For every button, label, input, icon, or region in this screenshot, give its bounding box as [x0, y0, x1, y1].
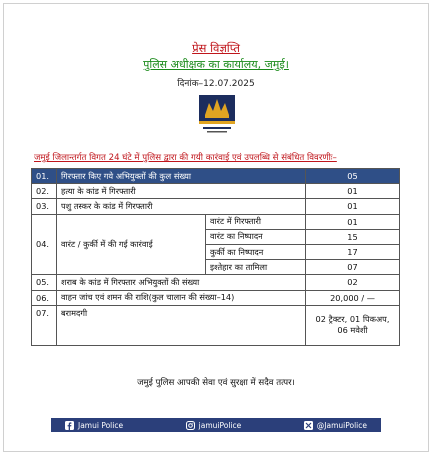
bihar-police-logo-icon	[199, 95, 235, 135]
office-name: पुलिस अधीक्षक का कार्यालय, जमुई।	[143, 58, 289, 71]
table-row	[32, 214, 400, 229]
row-number: 03.	[32, 199, 57, 214]
press-release-title: प्रेस विज्ञप्ति	[192, 41, 240, 55]
row-number: 01.	[32, 169, 57, 184]
x-link[interactable]	[304, 421, 367, 430]
police-slogan: जमुई पुलिस आपकी सेवा एवं सुरक्षा में सदैव तत्पर।	[137, 378, 295, 388]
row-label: वारंट / कुर्की में की गई कारंवाई	[57, 214, 206, 275]
sub-row-value: 07	[306, 260, 400, 275]
facebook-handle: Jamui Police	[78, 420, 124, 430]
seizure-line: 02 ट्रैक्टर, 01 पिकअप,	[315, 314, 390, 325]
row-number: 07.	[32, 305, 57, 345]
facebook-link[interactable]	[65, 421, 123, 430]
row-label: हत्या के कांड में गिरफ्तारी	[57, 184, 306, 199]
table-row	[32, 290, 400, 305]
table-row	[32, 184, 400, 199]
row-value: 01	[306, 184, 400, 199]
sub-row-value: 15	[306, 229, 400, 244]
seizure-line: 06 मवेशी	[337, 325, 368, 336]
instagram-handle: jamuiPolice	[198, 420, 242, 430]
sub-row-label: वारंट में गिरफ्तारी	[206, 214, 306, 229]
row-label: गिरफ्तार किए गये अभियुक्तों की कुल संख्या	[57, 169, 306, 184]
sub-row-value: 01	[306, 214, 400, 229]
row-value: 02	[306, 275, 400, 290]
row-value: 20,000 / —	[306, 290, 400, 305]
row-label: बरामदगी	[57, 305, 306, 345]
x-icon	[304, 421, 313, 430]
row-label: वाहन जांच एवं शमन की राशि(कुल चालान की संख्या–14)	[57, 290, 306, 305]
row-number: 05.	[32, 275, 57, 290]
instagram-icon	[186, 421, 195, 430]
facebook-icon	[65, 421, 74, 430]
row-value: 05	[306, 169, 400, 184]
table-row	[32, 199, 400, 214]
instagram-link[interactable]	[186, 421, 242, 430]
action-summary-table	[31, 168, 400, 346]
table-row	[32, 305, 400, 345]
table-row	[32, 169, 400, 184]
sub-row-label: वारंट का निष्पादन	[206, 229, 306, 244]
row-label: पशु तस्कर के कांड में गिरफ्तारी	[57, 199, 306, 214]
seizure-value	[306, 305, 400, 345]
table-row	[32, 275, 400, 290]
sub-row-value: 17	[306, 244, 400, 259]
release-date: दिनांक–12.07.2025	[177, 79, 255, 89]
row-number: 02.	[32, 184, 57, 199]
report-headline: जमुई जिलान्तर्गत विगत 24 घंटे में पुलिस द्वारा की गयी कारंवाई एवं उपलब्धि से संबंधित विवरणीः–	[34, 153, 337, 163]
social-footer	[51, 418, 381, 432]
x-handle: @JamuiPolice	[316, 420, 367, 430]
row-number: 04.	[32, 214, 57, 275]
sub-row-label: इश्तेहार का तामिला	[206, 260, 306, 275]
row-label: शराब के कांड में गिरफ्तार अभियुक्तों की संख्या	[57, 275, 306, 290]
row-value: 01	[306, 199, 400, 214]
row-number: 06.	[32, 290, 57, 305]
sub-row-label: कुर्की का निष्पादन	[206, 244, 306, 259]
